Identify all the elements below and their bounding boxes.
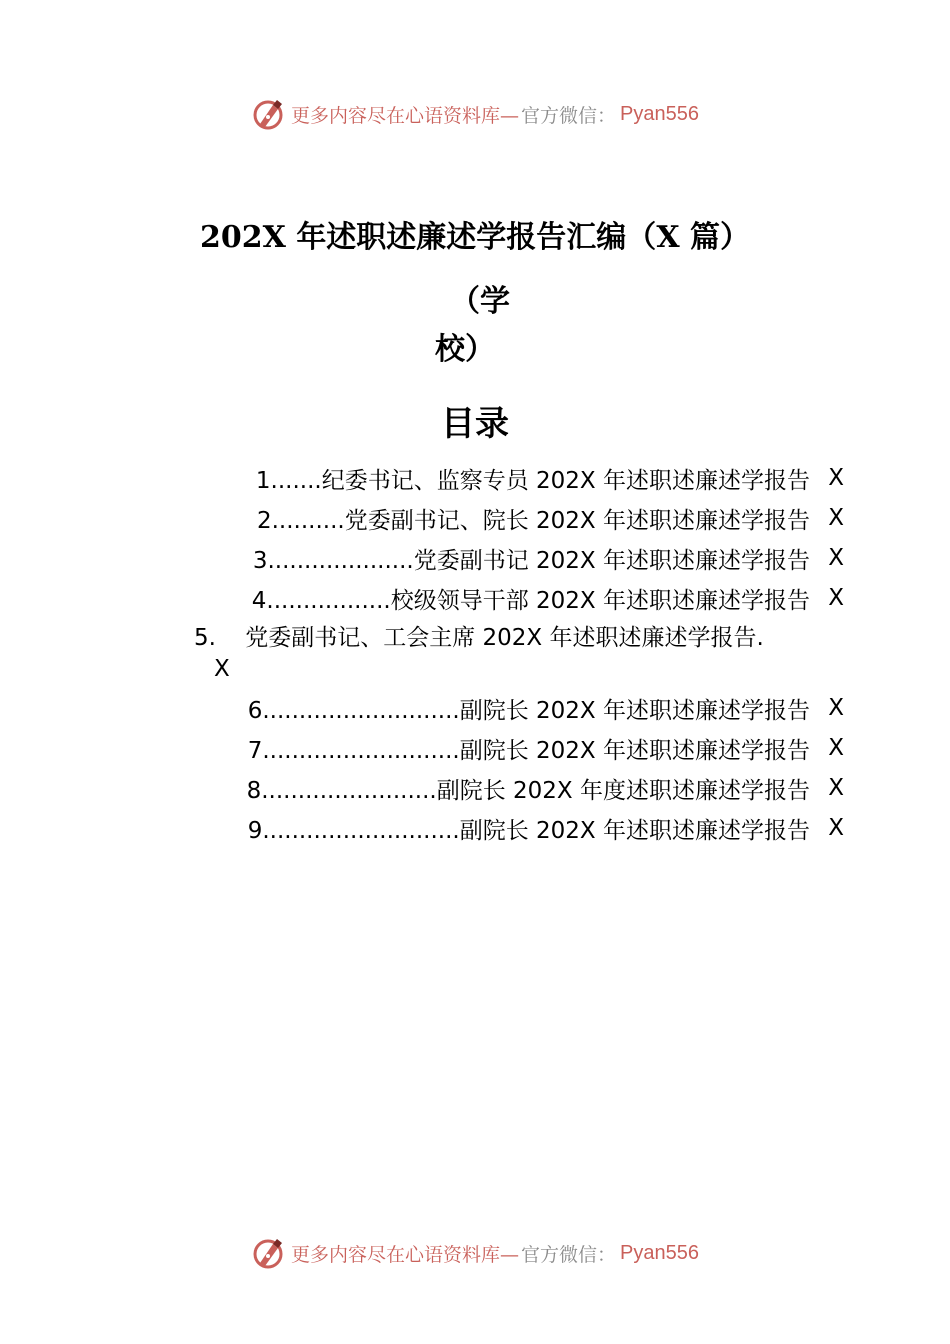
toc-entry: 4.................校级领导干部 202X 年述职述廉述学报告 (251, 587, 810, 614)
watermark-wechat-label: 官方微信： (521, 104, 617, 127)
document-subtitle (0, 278, 950, 374)
watermark-text: 更多内容尽在心语资料库— (291, 104, 520, 127)
toc-item-9[interactable] (194, 808, 844, 848)
toc-item-7[interactable] (194, 728, 844, 768)
subtitle-line-2: 校） (435, 332, 495, 367)
toc-entry: 8........................副院长 202X 年度述职述廉述学报告 (246, 777, 810, 804)
toc-item-1[interactable] (194, 458, 844, 498)
watermark-wechat-label: 官方微信： (521, 1243, 617, 1266)
toc-page-number: X (828, 735, 844, 761)
toc-item-4[interactable] (194, 578, 844, 618)
toc-heading: 目录 (441, 404, 509, 444)
title-year: 202X (199, 220, 286, 255)
toc-entry: 1.......纪委书记、监察专员 202X 年述职述廉述学报告 (255, 467, 810, 494)
toc-page-number: X (828, 465, 844, 491)
title-end: 篇） (690, 220, 751, 255)
document-title (0, 216, 950, 260)
toc-list (194, 458, 844, 848)
toc-page-number: X (214, 656, 230, 682)
watermark-footer (0, 1233, 950, 1273)
toc-item-3[interactable] (194, 538, 844, 578)
watermark-wechat-id: Pyan556 (620, 1241, 699, 1264)
toc-entry: 7...........................副院长 202X 年述职述廉述学报告 (247, 737, 810, 764)
toc-item-8[interactable] (194, 768, 844, 808)
toc-item-2[interactable] (194, 498, 844, 538)
watermark-header (0, 94, 950, 134)
toc-item-5[interactable] (194, 618, 844, 688)
subtitle-line-1: （学 (450, 284, 510, 319)
toc-page-number: X (828, 585, 844, 611)
toc-entry: 9...........................副院长 202X 年述职述廉述学报告 (247, 817, 810, 844)
pen-nib-circle-icon (251, 97, 285, 131)
toc-page-number: X (828, 815, 844, 841)
toc-page-number: X (828, 695, 844, 721)
pen-nib-circle-icon (251, 1236, 285, 1270)
watermark-text: 更多内容尽在心语资料库— (291, 1243, 520, 1266)
title-main: 年述职述廉述学报告汇编（ (296, 220, 657, 255)
toc-entry: 3....................党委副书记 202X 年述职述廉述学报告 (252, 547, 810, 574)
toc-page-number: X (828, 775, 844, 801)
watermark-wechat-id: Pyan556 (620, 102, 699, 125)
toc-item-6[interactable] (194, 688, 844, 728)
toc-entry: 2..........党委副书记、院长 202X 年述职述廉述学报告 (256, 507, 810, 534)
title-count: X (656, 220, 680, 255)
toc-entry: 6...........................副院长 202X 年述职述廉述学报告 (247, 697, 810, 724)
toc-page-number: X (828, 505, 844, 531)
toc-page-number: X (828, 545, 844, 571)
toc-entry: 5. 党委副书记、工会主席 202X 年述职述廉述学报告. (194, 625, 764, 651)
